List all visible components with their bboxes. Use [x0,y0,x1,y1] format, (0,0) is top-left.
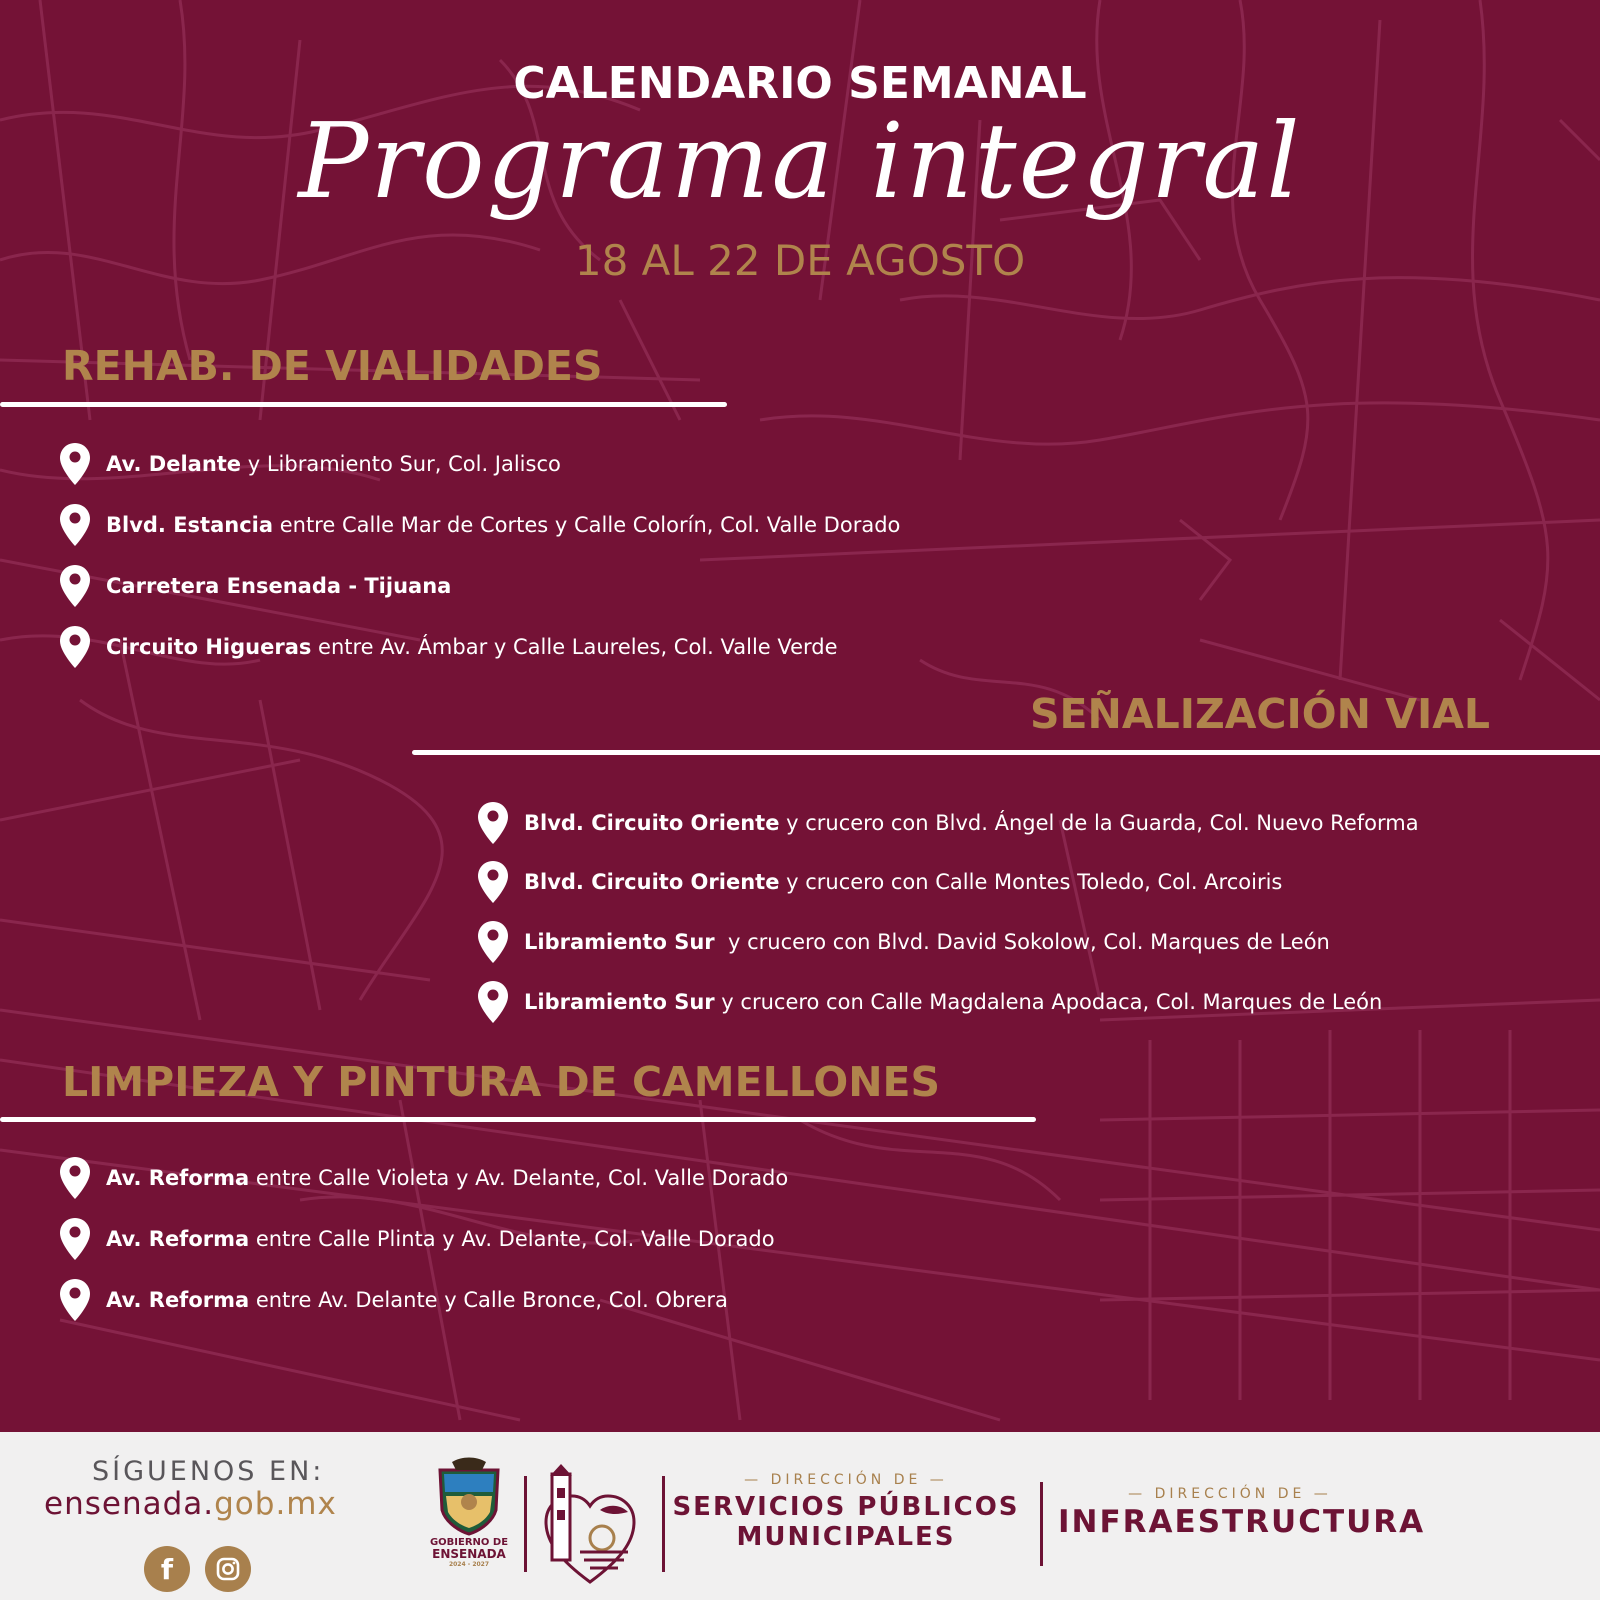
section-divider [412,750,1600,755]
street-name: Blvd. Circuito Oriente [524,870,780,894]
list-item-text [524,930,1330,954]
instagram-glyph-icon [215,1556,241,1582]
street-name: Circuito Higueras [106,635,312,659]
list-item [58,1215,775,1263]
footer-bar [0,1432,1600,1600]
list-item [476,918,1330,966]
location-pin-icon [476,919,510,965]
list-item-text [106,1227,775,1251]
list-item-text [106,1288,728,1312]
location-pin-icon [58,1155,92,1201]
website-link[interactable] [44,1486,337,1522]
street-detail: y crucero con Blvd. Ángel de la Guarda, Col. Nuevo Reforma [779,811,1419,835]
follow-label: SÍGUENOS EN: [92,1456,325,1487]
location-pin-icon [476,979,510,1025]
gobierno-label: GOBIERNO DE ENSENADA 2024 - 2027 [429,1537,509,1568]
list-item [476,978,1382,1026]
street-detail: entre Calle Violeta y Av. Delante, Col. Valle Dorado [249,1166,789,1190]
street-detail: y crucero con Blvd. David Sokolow, Col. Marques de León [714,930,1330,954]
date-range: 18 AL 22 DE AGOSTO [574,236,1026,285]
section-title-limpieza: LIMPIEZA Y PINTURA DE CAMELLONES [62,1058,941,1106]
facebook-icon[interactable]: f [144,1546,190,1592]
list-item-text [524,870,1282,894]
direccion-servicios-overline: — DIRECCIÓN DE — [744,1472,948,1488]
direccion-infraestructura-overline: — DIRECCIÓN DE — [1128,1486,1332,1502]
footer-divider [1040,1482,1043,1566]
location-pin-icon [58,1277,92,1323]
street-name: Blvd. Estancia [106,513,274,537]
list-item-text [106,452,561,476]
location-pin-icon [476,859,510,905]
gobierno-ensenada-crest-icon [432,1456,506,1536]
location-pin-icon [58,563,92,609]
list-item [58,562,451,610]
list-item-text [524,990,1382,1014]
section-title-rehab: REHAB. DE VIALIDADES [62,342,603,390]
list-item-text [524,811,1419,835]
street-detail: entre Av. Delante y Calle Bronce, Col. Obrera [249,1288,728,1312]
footer-divider [524,1476,527,1572]
street-name: Av. Delante [106,452,242,476]
list-item [58,440,561,488]
street-name: Av. Reforma [106,1288,250,1312]
street-name: Carretera Ensenada - Tijuana [106,574,452,598]
street-name: Av. Reforma [106,1227,250,1251]
location-pin-icon [476,800,510,846]
street-name: Libramiento Sur [524,930,715,954]
direccion-infraestructura-name: INFRAESTRUCTURA [1058,1504,1426,1540]
direccion-servicios-name: SERVICIOS PÚBLICOS [672,1492,1020,1522]
list-item [58,501,900,549]
street-detail: y crucero con Calle Magdalena Apodaca, Col. Marques de León [714,990,1383,1014]
street-detail: y crucero con Calle Montes Toledo, Col. Arcoiris [779,870,1283,894]
street-name: Libramiento Sur [524,990,715,1014]
street-detail: y Libramiento Sur, Col. Jalisco [241,452,561,476]
list-item [476,858,1282,906]
list-item-text [106,1166,788,1190]
list-item-text [106,635,838,659]
location-pin-icon [58,502,92,548]
website-tld: gob.mx [214,1486,337,1522]
instagram-icon[interactable] [205,1546,251,1592]
section-divider [0,1117,1036,1122]
website-domain: ensenada. [44,1486,215,1522]
street-name: Blvd. Circuito Oriente [524,811,780,835]
calendar-overline: CALENDARIO SEMANAL [513,58,1087,109]
section-title-senalizacion: SEÑALIZACIÓN VIAL [1030,690,1491,738]
list-item [476,799,1419,847]
list-item [58,1276,728,1324]
location-pin-icon [58,624,92,670]
street-detail: entre Calle Plinta y Av. Delante, Col. Valle Dorado [249,1227,775,1251]
list-item [58,623,838,671]
list-item-text [106,574,451,598]
city-heart-emblem-icon [540,1460,640,1592]
footer-divider [662,1476,665,1572]
direccion-servicios-name-2: MUNICIPALES [736,1522,956,1552]
location-pin-icon [58,441,92,487]
street-name: Av. Reforma [106,1166,250,1190]
location-pin-icon [58,1216,92,1262]
list-item [58,1154,788,1202]
section-divider [0,402,727,407]
street-detail: entre Calle Mar de Cortes y Calle Colorín, Col. Valle Dorado [273,513,901,537]
list-item-text [106,513,900,537]
street-detail: entre Av. Ámbar y Calle Laureles, Col. Valle Verde [311,635,838,659]
program-script-title: Programa integral [298,100,1302,222]
